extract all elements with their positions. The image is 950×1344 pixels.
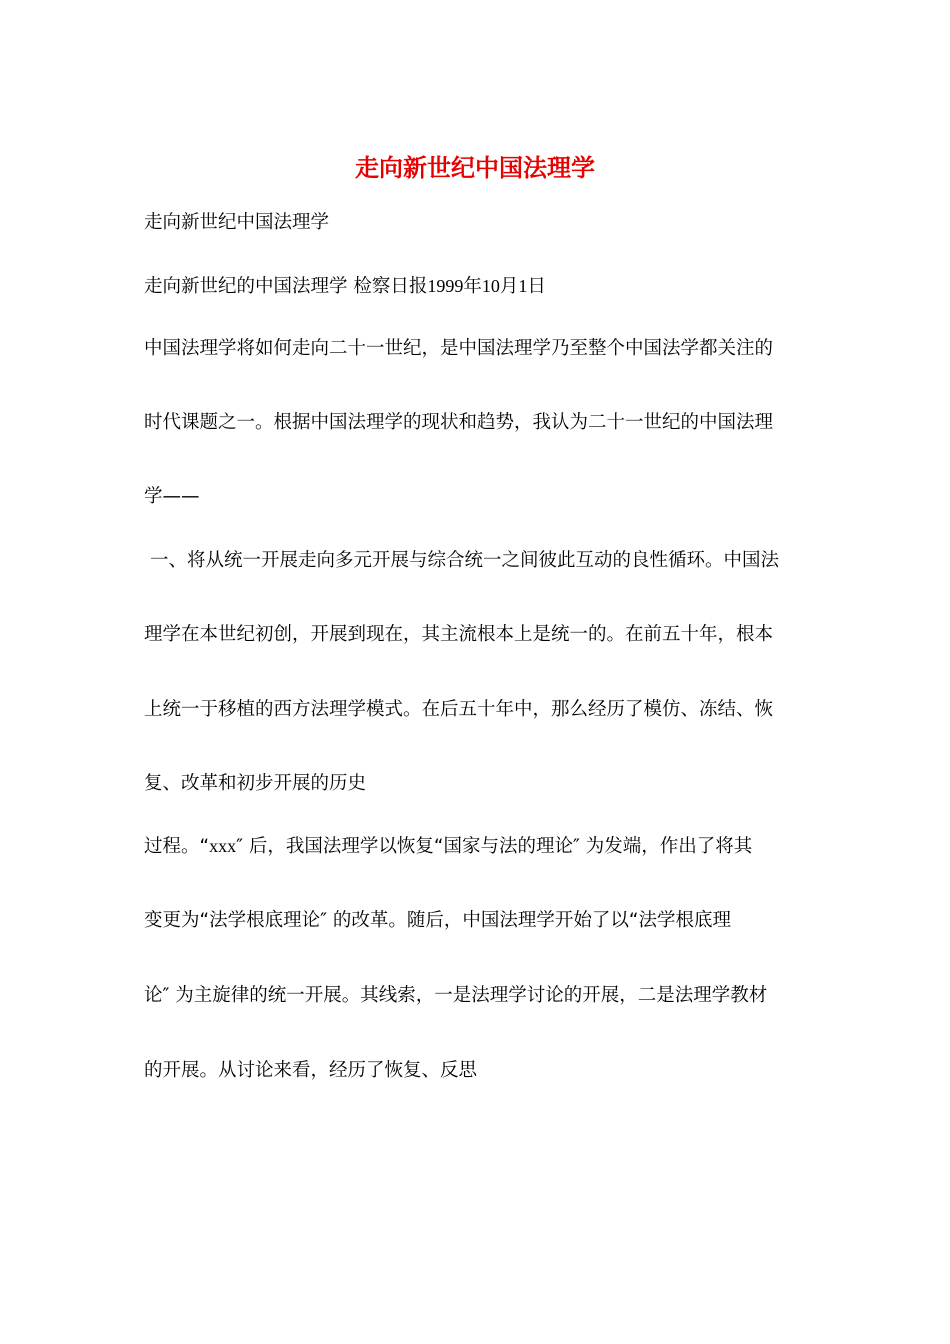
paragraph-2-line-1: 一、将从统一开展走向多元开展与综合统一之间彼此互动的良性循环。中国法: [150, 550, 780, 571]
source-month: 10: [481, 276, 500, 296]
source-day: 1: [518, 276, 528, 296]
paragraph-2-line-2: 理学在本世纪初创，开展到现在，其主流根本上是统一的。在前五十年，根本: [144, 624, 774, 645]
source-text: 走向新世纪的中国法理学 检察日报: [144, 276, 428, 297]
paragraph-3-line-4: 的开展。从讨论来看，经历了恢复、反思: [144, 1060, 478, 1081]
paragraph-3-line-1-pre: 过程。“: [144, 836, 210, 857]
paragraph-1-line-3: 学——: [144, 486, 200, 507]
paragraph-3-line-2: 变更为“法学根底理论″ 的改革。随后，中国法理学开始了以“法学根底理: [144, 910, 731, 931]
source-month-unit: 月: [499, 276, 519, 297]
source-line: [144, 273, 546, 300]
source-year-unit: 年: [463, 276, 482, 297]
paragraph-3-line-3: 论″ 为主旋律的统一开展。其线索，一是法理学讨论的开展，二是法理学教材: [144, 985, 768, 1006]
paragraph-3-line-1-code: xxx: [209, 836, 237, 856]
document-subtitle: 走向新世纪中国法理学: [144, 212, 330, 233]
paragraph-3-line-1: [144, 833, 752, 860]
paragraph-2-line-3: 上统一于移植的西方法理学模式。在后五十年中，那么经历了模仿、冻结、恢: [144, 699, 774, 720]
source-day-unit: 日: [527, 276, 546, 297]
paragraph-3-line-1-post: ″ 后，我国法理学以恢复“国家与法的理论″ 为发端，作出了将其: [236, 836, 753, 857]
document-title: 走向新世纪中国法理学: [355, 154, 595, 182]
source-year: 1999: [427, 276, 464, 296]
paragraph-2-line-4: 复、改革和初步开展的历史: [144, 773, 367, 794]
paragraph-1-line-1: 中国法理学将如何走向二十一世纪，是中国法理学乃至整个中国法学都关注的: [144, 338, 774, 359]
paragraph-1-line-2: 时代课题之一。根据中国法理学的现状和趋势，我认为二十一世纪的中国法理: [144, 412, 774, 433]
